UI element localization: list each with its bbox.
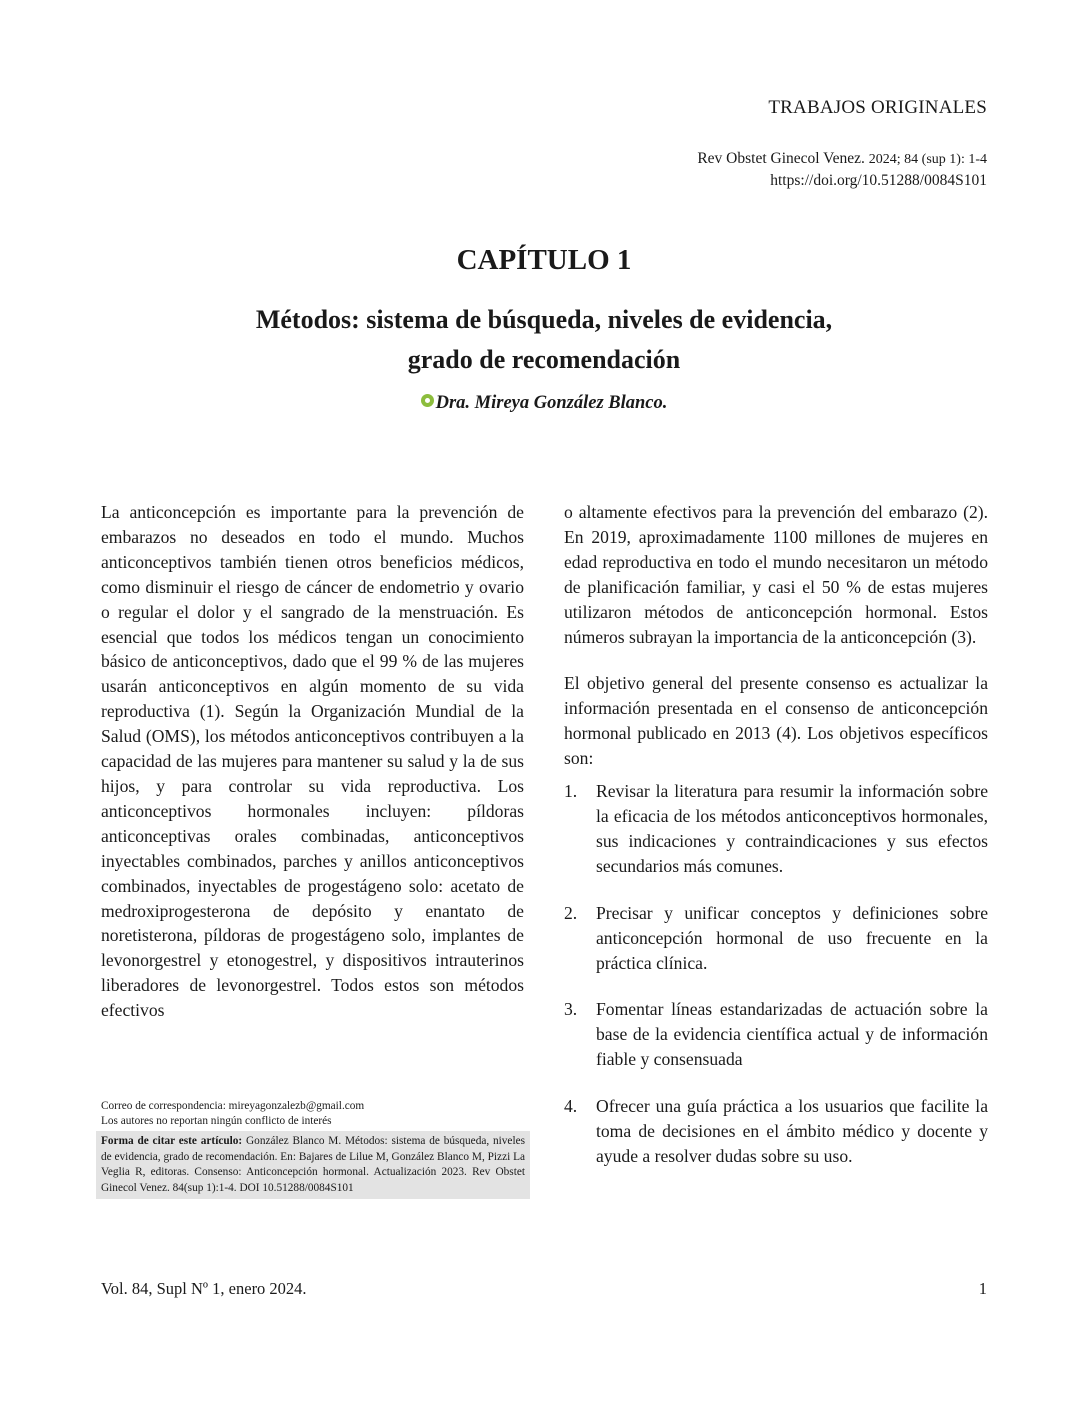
list-item-text: Fomentar líneas estandarizadas de actuación sobre la base de la evidencia científica actual y de información fiable y consensuada xyxy=(596,999,988,1070)
article-title-line-2: grado de recomendación xyxy=(407,345,681,374)
journal-volume: 2024; 84 (sup 1): 1-4 xyxy=(868,152,987,167)
citation-box xyxy=(96,1131,530,1199)
body-paragraph: El objetivo general del presente consenso es actualizar la información presentada en el consenso de anticoncepción hormonal publicado en 2013 (4). Los objetivos específicos son: xyxy=(564,673,988,769)
citation-text: González Blanco M. Métodos: sistema de búsqueda, niveles de evidencia, grado de recomendación. En: Bajares de Lilue M, González Blanco M, Pizzi La Veglia R, editoras. Consenso: Anticoncepción hormonal. Actualización 2023. Rev Obstet Ginecol Venez. 84(sup 1):1-4. DOI 10.51288/0084S101 xyxy=(101,1135,525,1194)
right-column xyxy=(564,500,988,1191)
list-item-text: Precisar y unificar conceptos y definiciones sobre anticoncepción hormonal de uso frecuente en la práctica clínica. xyxy=(596,902,988,973)
conflict-statement: Los autores no reportan ningún conflicto de interés xyxy=(101,1114,332,1127)
author-name: Dra. Mireya González Blanco. xyxy=(435,393,668,413)
article-title-line-1: Métodos: sistema de búsqueda, niveles de evidencia, xyxy=(255,305,833,334)
citation-label: Forma de citar este artículo: xyxy=(101,1135,243,1147)
journal-name: Rev Obstet Ginecol Venez. xyxy=(697,150,865,167)
body-paragraph: o altamente efectivos para la prevención del embarazo (2). En 2019, aproximadamente 1100 millones de mujeres en edad reproductiva en todo el mundo necesitaron un método de planificación familiar, y casi el 50 % de estas mujeres utilizaron métodos de anticoncepción hormonal. Estos números subrayan la importancia de la anticoncepción (3). xyxy=(564,502,988,647)
list-item xyxy=(564,1094,988,1169)
article-title xyxy=(0,300,1088,380)
list-item-number: 2. xyxy=(564,902,578,923)
list-item xyxy=(564,997,988,1072)
list-item xyxy=(564,779,988,879)
correspondence-email: Correo de correspondencia: mireyagonzalezb@gmail.com xyxy=(101,1100,365,1112)
list-item-number: 3. xyxy=(564,999,578,1020)
list-item-number: 1. xyxy=(564,781,578,802)
list-item-text: Ofrecer una guía práctica a los usuarios que facilite la toma de decisiones en el ámbito médico y docente y ayude a resolver dudas sobre su uso. xyxy=(596,1096,988,1166)
list-item xyxy=(564,901,988,976)
correspondence-note xyxy=(101,1099,531,1128)
list-item-number: 4. xyxy=(564,1096,578,1117)
doi-link[interactable]: https://doi.org/10.51288/0084S101 xyxy=(770,172,987,189)
section-label: TRABAJOS ORIGINALES xyxy=(768,97,987,118)
orcid-icon[interactable] xyxy=(421,394,434,407)
journal-reference xyxy=(697,148,987,191)
left-column xyxy=(101,500,524,1023)
list-item-text: Revisar la literatura para resumir la información sobre la eficacia de los métodos anticonceptivos hormonales, sus indicaciones y contraindicaciones y sus efectos secundarios más comunes. xyxy=(596,781,988,876)
objectives-list xyxy=(564,779,988,1169)
body-paragraph: La anticoncepción es importante para la prevención de embarazos no deseados en todo el mundo. Muchos anticonceptivos también tienen otros beneficios médicos, como disminuir el riesgo de cáncer de endometrio y ovario o regular el dolor y el sangrado de la menstruación. Es esencial que todos los médicos tengan un conocimiento básico de anticonceptivos, dado que el 99 % de las mujeres usarán anticonceptivos en algún momento de su vida reproductiva (1). Según la Organización Mundial de la Salud (OMS), los métodos anticonceptivos contribuyen a la capacidad de las mujeres para mantener su salud y la de sus hijos, y para controlar su vida reproductiva. Los anticonceptivos hormonales incluyen: píldoras anticonceptivas orales combinadas, anticonceptivos inyectables combinados, parches y anillos anticonceptivos combinados, inyectables de progestágeno solo: acetato de medroxiprogesterona de depósito y enantato de noretisterona, píldoras de progestágeno solo, implantes de levonorgestrel y etonogestrel, y dispositivos intrauterinos liberadores de levonorgestrel. Todos estos son métodos efectivos xyxy=(101,502,524,1021)
page-number: 1 xyxy=(978,1279,987,1298)
chapter-heading: CAPÍTULO 1 xyxy=(456,244,632,276)
author-line xyxy=(0,393,1088,414)
footer-issue: Vol. 84, Supl Nº 1, enero 2024. xyxy=(101,1279,307,1298)
journal-citation-line xyxy=(697,148,987,170)
